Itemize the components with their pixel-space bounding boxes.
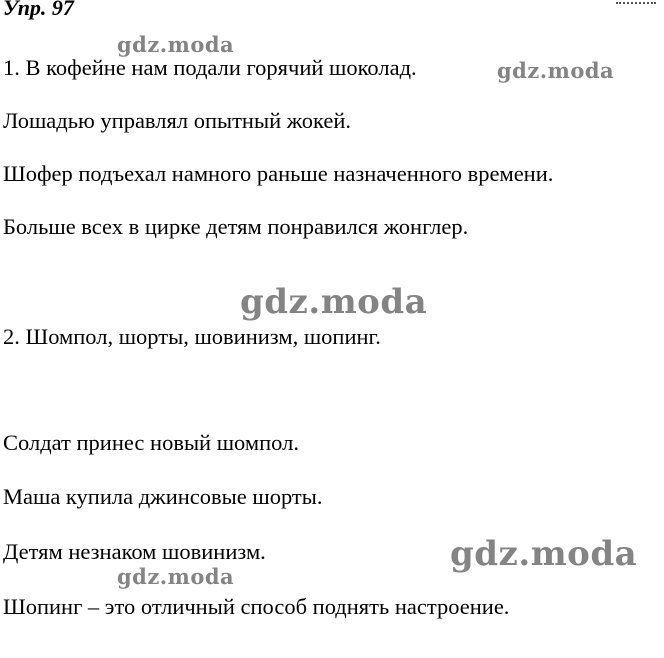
watermark: gdz.moda	[497, 58, 615, 83]
part-2-sentence: Маша купила джинсовые шорты.	[3, 484, 323, 509]
watermark: gdz.moda	[450, 534, 638, 574]
part-1-line: Шофер подъехал намного раньше назначенного времени.	[3, 161, 554, 186]
part-2-sentence: Шопинг – это отличный способ поднять настроение.	[3, 594, 510, 619]
part-2-word-list: 2. Шомпол, шорты, шовинизм, шопинг.	[3, 324, 381, 349]
watermark: gdz.moda	[117, 564, 235, 589]
part-1-line: Больше всех в цирке детям понравился жонглер.	[3, 214, 469, 239]
part-1-line: Лошадью управлял опытный жокей.	[3, 108, 352, 133]
corner-mark	[616, 2, 656, 8]
exercise-title: Упр. 97	[3, 0, 74, 20]
watermark: gdz.moda	[117, 32, 235, 57]
part-1-line: 1. В кофейне нам подали горячий шоколад.	[3, 55, 417, 80]
part-2-sentence: Солдат принес новый шомпол.	[3, 430, 299, 455]
part-2-sentence: Детям незнаком шовинизм.	[3, 539, 266, 564]
watermark: gdz.moda	[240, 282, 428, 322]
